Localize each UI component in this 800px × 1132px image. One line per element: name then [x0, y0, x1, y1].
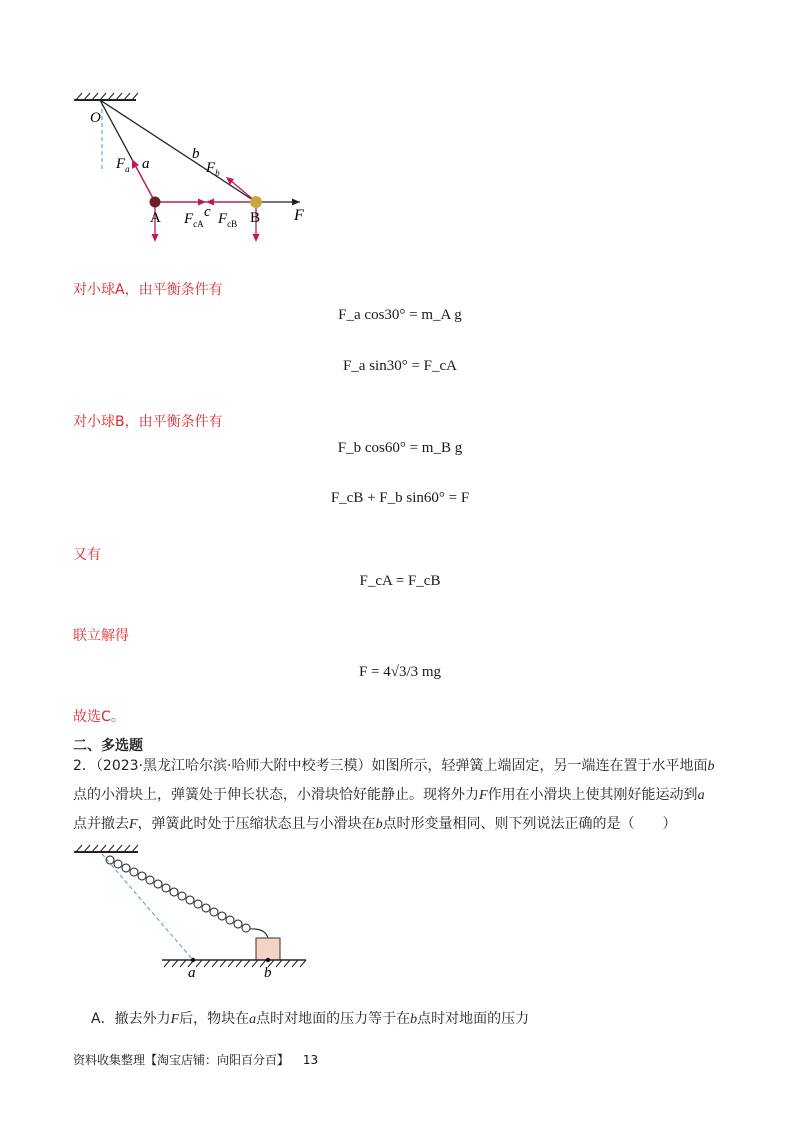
question-line3-text2: ，弹簧此时处于压缩状态且与小滑块在: [137, 816, 376, 832]
section-title: 二、多选题: [73, 738, 143, 754]
option-a-var-a: a: [249, 1012, 257, 1027]
var-F: F: [479, 788, 488, 803]
equation-6: F = 4√3/3 mg: [358, 664, 442, 680]
option-a-end: 点时对地面的压力: [417, 1011, 530, 1027]
point-a: [191, 958, 195, 962]
label-a-2: a: [188, 965, 196, 980]
question-line3-text3: 点时形变量相同、则下列说法正确的是（ ）: [382, 816, 677, 832]
string-b: [100, 100, 256, 202]
spring: [106, 856, 268, 938]
also-heading: 又有: [73, 547, 101, 563]
option-a-mid1: 后，物块在: [179, 1011, 250, 1027]
ball-b-heading: 对小球B，由平衡条件有: [73, 414, 223, 430]
var-F-2: F: [129, 817, 138, 832]
label-a: a: [142, 156, 150, 172]
ball-a-heading: 对小球A，由平衡条件有: [73, 282, 223, 298]
label-FcB: $F_{cB}$: [218, 211, 238, 229]
ceiling-hatch: [76, 93, 138, 100]
label-O: O: [90, 110, 101, 126]
ceiling-hatch-2: [76, 845, 138, 852]
label-A: A: [150, 210, 161, 226]
figure-2-spring-diagram: [60, 840, 320, 980]
label-Fb: $F_b$: [206, 160, 220, 178]
question-number: 2．: [73, 758, 96, 774]
conclusion: 故选C。: [73, 709, 125, 725]
var-b: b: [707, 759, 715, 774]
option-a-var-F: F: [170, 1012, 180, 1027]
ball-B: [250, 196, 262, 208]
question-line-1: [73, 752, 733, 781]
label-FcA: $F_{cA}$: [184, 211, 204, 229]
option-a-prefix: A．撤去外力: [91, 1011, 171, 1027]
dashed-line-to-a: [102, 854, 193, 960]
page-number: 13: [302, 1053, 319, 1067]
ball-A: [150, 197, 161, 208]
question-line2-text2: 作用在小滑块上使其刚好能运动到: [487, 787, 698, 803]
var-a: a: [697, 788, 705, 803]
page-footer: [73, 1051, 318, 1068]
label-B: B: [250, 210, 261, 226]
slider-block: [256, 938, 280, 960]
question-text: [73, 752, 733, 839]
question-line1-text: 如图所示，轻弹簧上端固定，另一端连在置于水平地面: [371, 758, 708, 774]
question-line2-text: 点的小滑块上，弹簧处于伸长状态，小滑块恰好能静止。现将外力: [73, 787, 479, 803]
equation-4: F_cB + F_b sin60° = F: [330, 490, 470, 506]
arrow-F: [292, 199, 300, 206]
equation-5: F_cA = F_cB: [359, 573, 441, 589]
label-c: c: [204, 204, 211, 220]
equation-2: F_a sin30° = F_cA: [342, 358, 458, 374]
label-b: b: [192, 146, 200, 162]
figure-1-force-diagram: [60, 90, 320, 255]
solve-heading: 联立解得: [73, 628, 129, 644]
option-a: [91, 1005, 529, 1034]
option-a-var-b: b: [410, 1012, 418, 1027]
question-line-3: [73, 810, 733, 839]
label-F: F: [294, 207, 304, 224]
label-Fa: $F_a$: [116, 156, 130, 174]
point-b: [266, 958, 270, 962]
question-line3-text: 点并撤去: [73, 816, 129, 832]
question-source: （2023·黑龙江哈尔滨·哈师大附中校考三模）: [95, 758, 372, 774]
equation-1: F_a cos30° = m_A g: [338, 307, 462, 323]
label-b-2: b: [264, 965, 272, 980]
var-b-2: b: [375, 817, 383, 832]
equation-3: F_b cos60° = m_B g: [337, 440, 463, 456]
option-a-mid2: 点时对地面的压力等于在: [256, 1011, 411, 1027]
question-line-2: [73, 781, 733, 810]
ground-hatch: [164, 960, 306, 967]
footer-text: 资料收集整理【淘宝店铺：向阳百分百】: [73, 1053, 290, 1067]
